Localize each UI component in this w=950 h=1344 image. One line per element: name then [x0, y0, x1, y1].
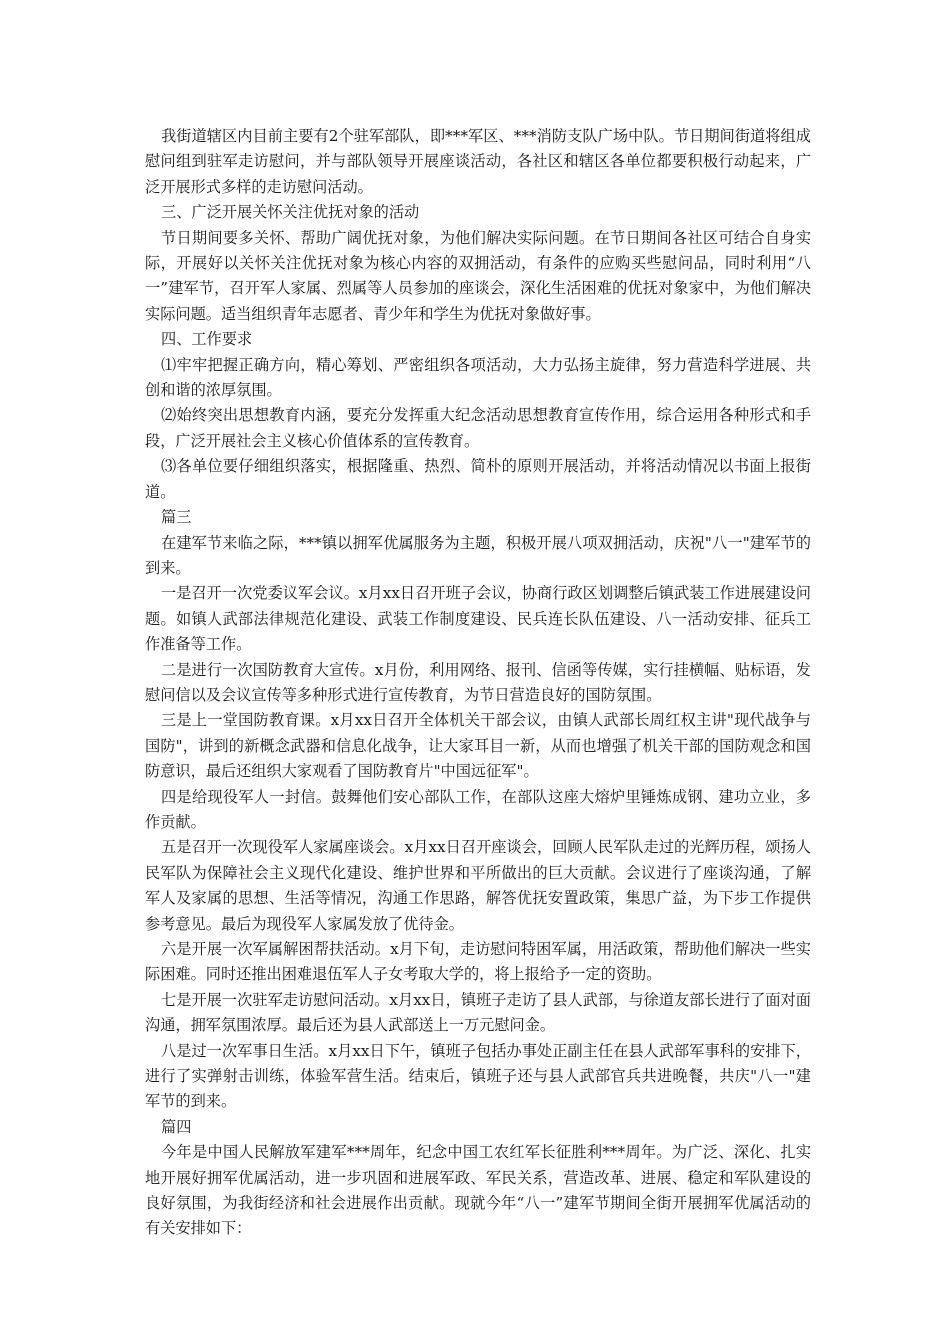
section-heading-work-requirements: 四、工作要求 — [161, 330, 253, 349]
paragraph-part4-intro: 今年是中国人民解放军建军***周年，纪念中国工农红军长征胜利***周年。为广泛、深化、扎实地开展好拥军优属活动，进一步巩固和进展军政、军民关系，营造改革、进展、稳定和军队建设的良好氛围，为我街经济和社会进展作出贡献。现就今年“八一”建军节期间全街开展拥军优属活动的有关安排如下： — [145, 1143, 811, 1238]
activity-item-4: 四是给现役军人一封信。鼓舞他们安心部队工作，在部队这座大熔炉里锤炼成钢、建功立业，多作贡献。 — [145, 787, 811, 831]
activity-item-5: 五是召开一次现役军人家属座谈会。x月xx日召开座谈会，回顾人民军队走过的光辉历程，颂扬人民军队为保障社会主义现代化建设、维护世界和平所做出的巨大贡献。会议进行了座谈沟通，了解军人及家属的思想、生活等情况，沟通工作思路，解答优抚安置政策，集思广益，为下步工作提供参考意见。最后为现役军人家属发放了优待金。 — [145, 838, 811, 933]
part-heading-3: 篇三 — [161, 508, 192, 527]
activity-item-2: 二是进行一次国防教育大宣传。x月份，利用网络、报刊、信函等传媒，实行挂横幅、贴标语，发慰问信以及会议宣传等多种形式进行宣传教育，为节日营造良好的国防氛围。 — [145, 660, 811, 704]
requirement-item-3: ⑶各单位要仔细组织落实，根据隆重、热烈、简朴的原则开展活动，并将活动情况以书面上报街道。 — [145, 457, 811, 501]
part-heading-4: 篇四 — [161, 1117, 192, 1136]
activity-item-6: 六是开展一次军属解困帮扶活动。x月下旬，走访慰问特困军属，用活政策，帮助他们解决一些实际困难。同时还推出困难退伍军人子女考取大学的，将上报给予一定的资助。 — [145, 940, 811, 984]
activity-item-1: 一是召开一次党委议军会议。x月xx日召开班子会议，协商行政区划调整后镇武装工作进展建设问题。如镇人武部法律规范化建设、武装工作制度建设、民兵连长队伍建设、八一活动安排、征兵工作准备等工作。 — [145, 584, 811, 654]
section-heading-care-activities: 三、广泛开展关怀关注优抚对象的活动 — [161, 203, 420, 222]
requirement-item-2: ⑵始终突出思想教育内涵，要充分发挥重大纪念活动思想教育宣传作用，综合运用各种形式和手段，广泛开展社会主义核心价值体系的宣传教育。 — [145, 406, 811, 450]
document-body — [145, 124, 811, 1242]
activity-item-7: 七是开展一次驻军走访慰问活动。x月xx日，镇班子走访了县人武部，与徐道友部长进行了面对面沟通，拥军氛围浓厚。最后还为县人武部送上一万元慰问金。 — [145, 990, 811, 1035]
activity-item-3: 三是上一堂国防教育课。x月xx日召开全体机关干部会议，由镇人武部长周红权主讲"现代战争与国防"，讲到的新概念武器和信息化战争，让大家耳目一新，从而也增强了机关干部的国防观念和国防意识，最后还组织大家观看了国防教育片"中国远征军"。 — [145, 711, 811, 781]
activity-item-8: 八是过一次军事日生活。x月xx日下午，镇班子包括办事处正副主任在县人武部军事科的安排下，进行了实弹射击训练，体验军营生活。结束后，镇班子还与县人武部官兵共进晚餐，共庆"八一"建军节的到来。 — [145, 1041, 811, 1111]
paragraph-part3-intro: 在建军节来临之际，***镇以拥军优属服务为主题，积极开展八项双拥活动，庆祝"八一"建军节的到来。 — [145, 533, 811, 577]
paragraph-garrison-visits: 我街道辖区内目前主要有2个驻军部队，即***军区、***消防支队广场中队。节日期间街道将组成慰问组到驻军走访慰问，并与部队领导开展座谈活动，各社区和辖区各单位都要积极行动起来，广泛开展形式多样的走访慰问活动。 — [145, 127, 811, 196]
paragraph-care-activities: 节日期间要多关怀、帮助广阔优抚对象，为他们解决实际问题。在节日期间各社区可结合自身实际，开展好以关怀关注优抚对象为核心内容的双拥活动，有条件的应购买些慰问品，同时利用“八一”建军节，召开军人家属、烈属等人员参加的座谈会，深化生活困难的优抚对象家中，为他们解决实际问题。适当组织青年志愿者、青少年和学生为优抚对象做好事。 — [145, 228, 811, 323]
requirement-item-1: ⑴牢牢把握正确方向，精心筹划、严密组织各项活动，大力弘扬主旋律，努力营造科学进展、共创和谐的浓厚氛围。 — [145, 355, 811, 400]
